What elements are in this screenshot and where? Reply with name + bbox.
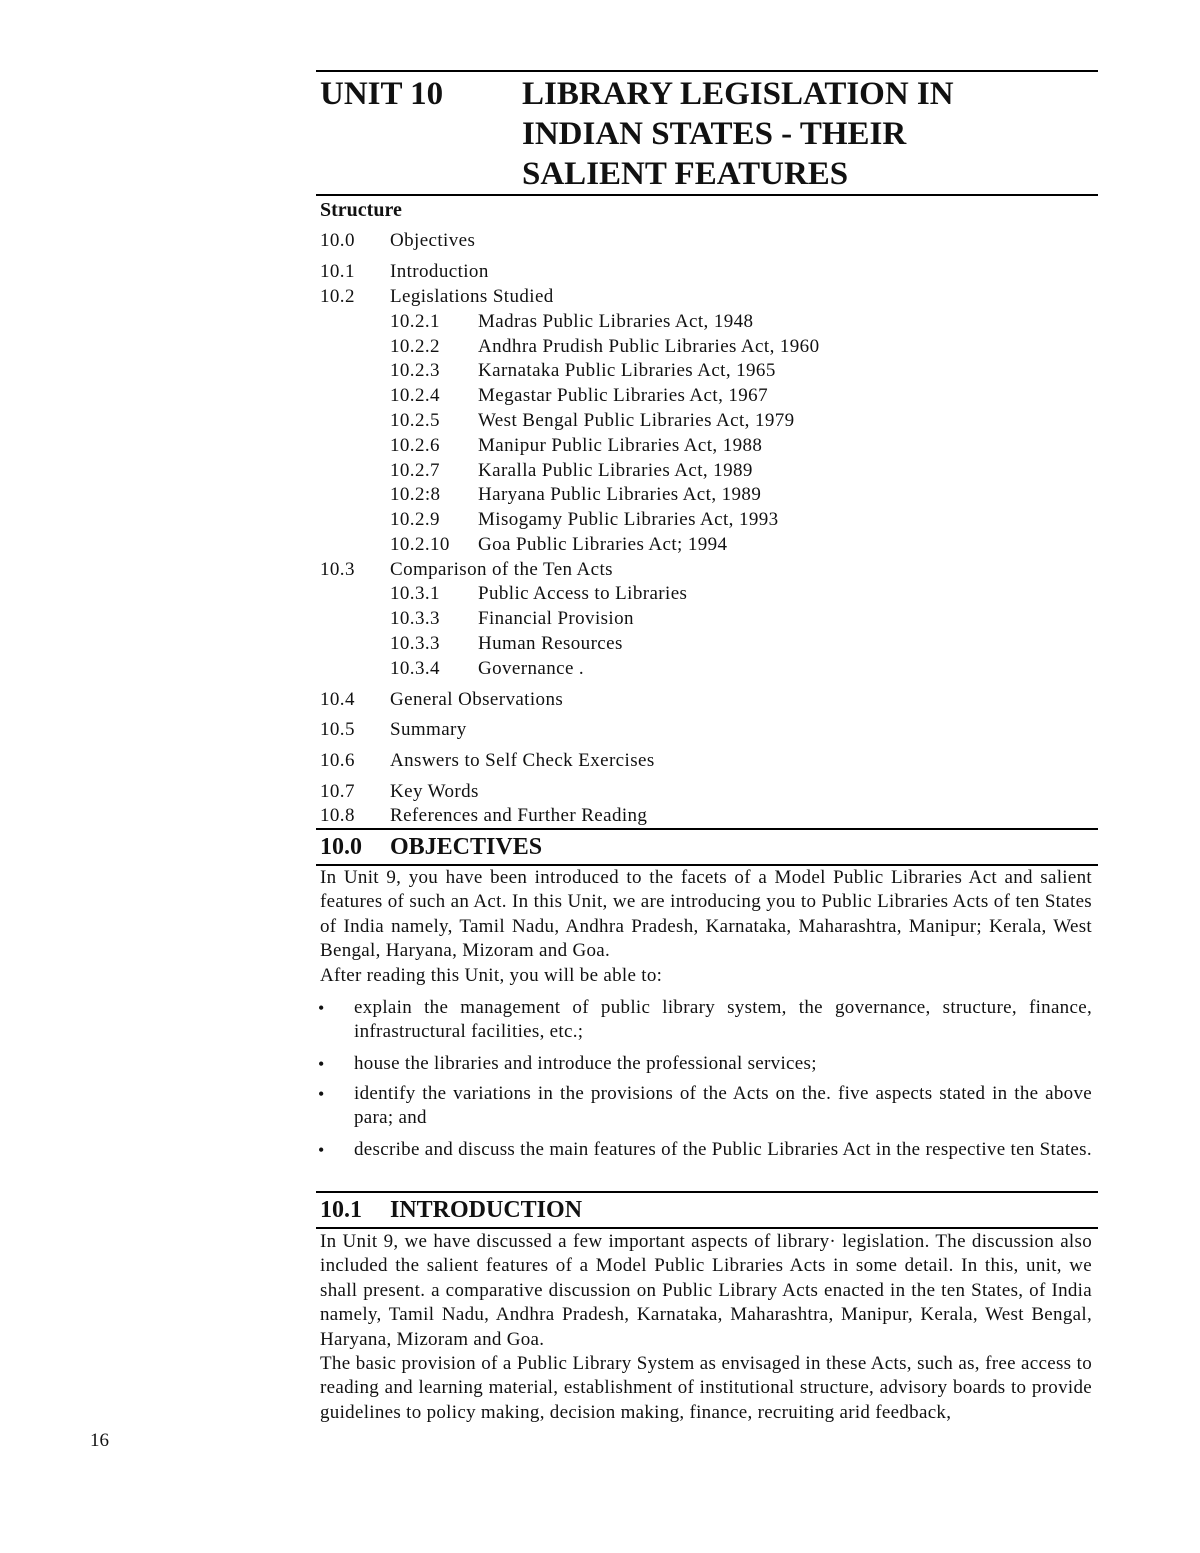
toc-number: 10.4 [320, 689, 355, 710]
bullet-text: identify the variations in the provisions of the Acts on the. five aspects stated in the above para; and [354, 1083, 1092, 1128]
toc-text: Key Words [390, 781, 479, 802]
objectives-paragraph: In Unit 9, you have been introduced to the facets of a Model Public Libraries Act and salient features of such an Act. In this Unit, we are introducing you to Public Libraries Acts of ten States of India namely, Tamil Nadu, Andhra Pradesh, Karnataka, Maharashtra, Manipur; Kerala, West Bengal, Haryana, Mizoram and Goa. [320, 867, 1092, 962]
toc-text: Megastar Public Libraries Act, 1967 [478, 385, 768, 406]
toc-text: References and Further Reading [390, 805, 648, 826]
toc-text: Financial Provision [478, 608, 634, 629]
toc-number: 10.2.4 [390, 385, 440, 406]
section-rule [316, 1191, 1098, 1193]
bullet-dot: • [318, 1054, 325, 1074]
toc-number: 10.2.1 [390, 311, 440, 332]
toc-text: Karalla Public Libraries Act, 1989 [478, 460, 753, 481]
bullet-text: house the libraries and introduce the professional services; [354, 1053, 817, 1074]
unit-title-line: SALIENT FEATURES [522, 156, 849, 192]
objective-bullet [318, 996, 1092, 1044]
unit-title [522, 74, 1082, 194]
toc-number: 10.2.3 [390, 360, 440, 381]
section-title: INTRODUCTION [390, 1197, 583, 1223]
toc-number: 10.2.2 [390, 336, 440, 357]
objective-bullet [318, 1052, 1092, 1076]
toc-number: 10.3.3 [390, 633, 440, 654]
bullet-dot: • [318, 1140, 325, 1160]
bullet-text: explain the management of public library system, the governance, structure, finance, infrastructural facilities, etc.; [354, 997, 1092, 1042]
toc-text: General Observations [390, 689, 564, 710]
toc-number: 10.3.4 [390, 658, 440, 679]
bullet-dot: • [318, 1084, 325, 1104]
section-title: OBJECTIVES [390, 834, 543, 860]
toc-number: 10.7 [320, 781, 355, 802]
introduction-paragraph: In Unit 9, we have discussed a few important aspects of library· legislation. The discussion also included the salient features of a Model Public Libraries Acts in some detail. In this, unit, we shall present. a comparative discussion on Public Library Acts enacted in the ten States, of India namely, Tamil Nadu, Andhra Pradesh, Karnataka, Maharashtra, Manipur, Kerala, West Bengal, Haryana, Mizoram and Goa. [320, 1231, 1092, 1350]
toc-text: Summary [390, 719, 467, 740]
section-rule [316, 1227, 1098, 1229]
toc-number: 10.5 [320, 719, 355, 740]
objective-bullet [318, 1082, 1092, 1130]
toc-number: 10.2.9 [390, 509, 440, 530]
toc-text: Haryana Public Libraries Act, 1989 [478, 484, 762, 505]
toc-text: West Bengal Public Libraries Act, 1979 [478, 410, 795, 431]
toc-text: Comparison of the Ten Acts [390, 559, 613, 580]
toc-number: 10.3 [320, 559, 355, 580]
toc-text: Goa Public Libraries Act; 1994 [478, 534, 728, 555]
unit-title-line: INDIAN STATES - THEIR [522, 116, 907, 152]
toc-number: 10.2:8 [390, 484, 441, 505]
section-number: 10.1 [320, 1197, 362, 1223]
toc-text: Misogamy Public Libraries Act, 1993 [478, 509, 779, 530]
unit-number: UNIT 10 [320, 76, 444, 112]
top-rule [316, 70, 1098, 72]
objectives-lead-in: After reading this Unit, you will be able to: [320, 965, 663, 986]
toc-number: 10.2 [320, 286, 355, 307]
toc-number: 10.0 [320, 230, 355, 251]
section-number: 10.0 [320, 834, 362, 860]
toc-number: 10.3.3 [390, 608, 440, 629]
toc-text: Manipur Public Libraries Act, 1988 [478, 435, 763, 456]
objective-bullet [318, 1138, 1092, 1162]
toc-number: 10.2.5 [390, 410, 440, 431]
toc-text: Andhra Prudish Public Libraries Act, 1960 [478, 336, 820, 357]
toc-number: 10.1 [320, 261, 355, 282]
toc-text: Public Access to Libraries [478, 583, 688, 604]
toc-number: 10.6 [320, 750, 355, 771]
bullet-text: describe and discuss the main features of the Public Libraries Act in the respective ten States. [354, 1139, 1092, 1160]
structure-label: Structure [320, 199, 402, 221]
section-heading-introduction [320, 1197, 582, 1224]
toc-text: Human Resources [478, 633, 623, 654]
introduction-paragraph: The basic provision of a Public Library System as envisaged in these Acts, such as, free access to reading and learning material, establishment of institutional structure, advisory boards to provide guidelines to policy making, decision making, finance, recruiting arid feedback, [320, 1353, 1092, 1423]
toc-text: Legislations Studied [390, 286, 554, 307]
toc-number: 10.2.7 [390, 460, 440, 481]
bullet-dot: • [318, 998, 325, 1018]
toc-text: Madras Public Libraries Act, 1948 [478, 311, 754, 332]
title-bottom-rule [316, 194, 1098, 196]
page-number: 16 [90, 1430, 109, 1451]
section-heading-objectives [320, 834, 542, 861]
toc-number: 10.2.6 [390, 435, 440, 456]
toc-text: Karnataka Public Libraries Act, 1965 [478, 360, 776, 381]
toc-number: 10.2.10 [390, 534, 450, 555]
toc-text: Introduction [390, 261, 489, 282]
toc-text: Answers to Self Check Exercises [390, 750, 655, 771]
section-rule [316, 828, 1098, 830]
toc-number: 10.8 [320, 805, 355, 826]
toc-text: Governance . [478, 658, 585, 679]
unit-title-line: LIBRARY LEGISLATION IN [522, 76, 954, 112]
toc-text: Objectives [390, 230, 476, 251]
toc-number: 10.3.1 [390, 583, 440, 604]
